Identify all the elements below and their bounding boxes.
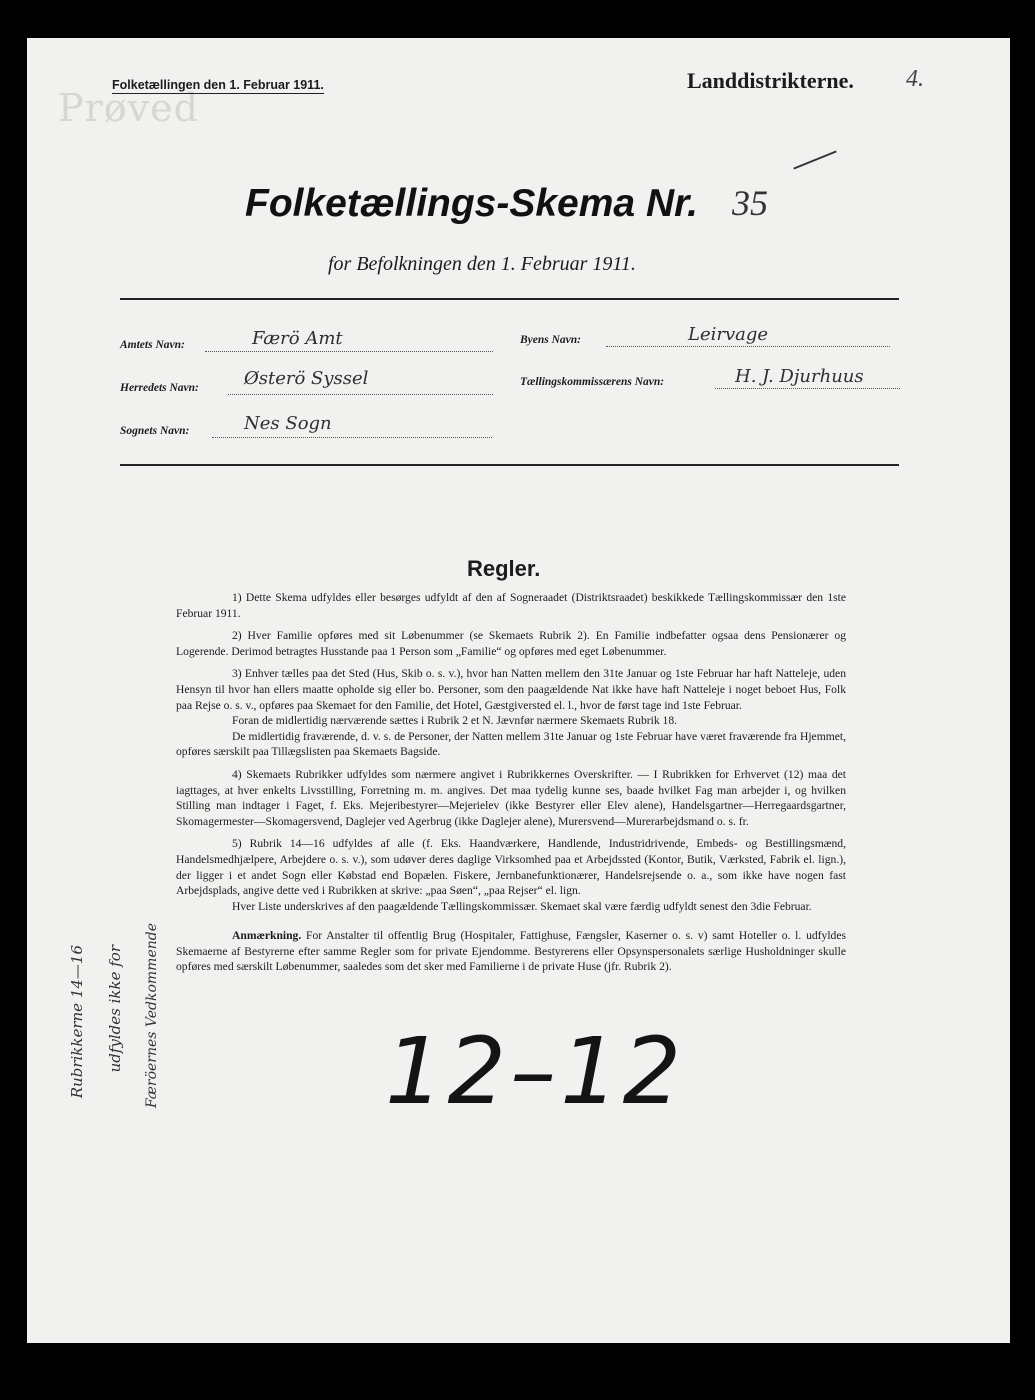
header-rule-top	[120, 298, 899, 300]
margin-note	[60, 923, 170, 1165]
rule-3: 3) Enhver tælles paa det Sted (Hus, Skib o. s. v.), hvor han Natten mellem den 31te Januar og 1ste Februar har haft Natteleje, uden Hensyn til hvor han ellers maatte opholde sig eller bo. Personer, som den paagældende Nat ikke have haft Natteleje i noget beboet Hus, Folk paa Rejse o. s. v., opføres paa Skemaet for den Familie, det Hotel, Gæstgiversted el. l., hvor de først tage ind 1ste Februar.	[176, 667, 846, 712]
rule-3-foran: Foran de midlertidig nærværende sættes i Rubrik 2 et N. Jævnfør nærmere Skemaets Rubrik 18.	[232, 714, 678, 728]
herred-value: Østerö Syssel	[244, 368, 369, 389]
remark-text: For Anstalter til offentlig Brug (Hospitaler, Fattighuse, Fængsler, Kaserner o. s. v) samt Hoteller o. l. udfyldes Skemaerne af Bestyrerne efter samme Regler som for private Ejendomme. Bestyrerens eller Opsynspersonalets særlige Husholdninger skulle opføres med særskilt Løbenummer, saaledes som det sker med Familierne i de private Huse (jfr. Rubrik 2).	[176, 929, 846, 974]
census-header: Folketællingen den 1. Februar 1911.	[112, 78, 324, 92]
margin-note-line-2: udfyldes ikke for	[106, 945, 124, 1073]
district-type: Landdistrikterne.	[687, 68, 854, 93]
rule-5: 5) Rubrik 14—16 udfyldes af alle (f. Eks. Haandværkere, Handlende, Industridrivende, Embeds- og Bestillingsmænd, Handelsmedhjælpere, Arbejdere o. s. v.), som udøver deres daglige Virksomhed paa et Arbejdssted (Kontor, Butik, Værksted, Fabrik el. lign.), der ligger i et andet Sogn eller Købstad end Bopælen. Fiskere, Jernbanefunktionærer, Handelsrejsende o. a., som ikke have nogen fast Arbejdsplads, angive dette ved i Rubrikken at skrive: „paa Søen“, „paa Rejser“ el. lign.	[176, 837, 846, 898]
sogn-value: Nes Sogn	[244, 413, 332, 434]
margin-note-line-1: Rubrikkerne 14—16	[68, 945, 86, 1099]
rules-heading: Regler.	[467, 556, 541, 581]
handwritten-tally: 12–12	[385, 1018, 686, 1125]
by-line	[606, 346, 890, 347]
rule-4: 4) Skemaets Rubrikker udfyldes som nærmere angivet i Rubrikkernes Overskrifter. — I Rubrikken for Erhvervet (12) maa det iagttages, at hver enkelts Livsstilling, Forretning m. m. angives. Det maa tydelig kunne ses, baade hvilket Fag man arbejder i, og hvilken Stilling man indtager i Faget, f. Eks. Mejeribestyrer—Mejerielev (ikke Bestyrer eller Elev alene), Handelsgartner—Herregaardsgartner, Skomagermester—Skomagersvend, Daglejer ved Agerbrug (ikke Daglejer alene), Murersvend—Murerarbejdsmand o. s. fr.	[176, 767, 846, 828]
sogn-label: Sognets Navn:	[120, 425, 190, 437]
herred-line	[228, 394, 493, 395]
kommissaer-label: Tællingskommissærens Navn:	[520, 376, 665, 388]
form-subtitle: for Befolkningen den 1. Februar 1911.	[328, 253, 636, 275]
by-label: Byens Navn:	[520, 334, 582, 346]
amt-label: Amtets Navn:	[120, 339, 185, 351]
remark-label: Anmærkning.	[232, 929, 302, 943]
rule-signature: Hver Liste underskrives af den paagældende Tællingskommissær. Skemaet skal være færdig udfyldt senest den 3die Februar.	[232, 899, 812, 913]
header-rule-bottom	[120, 464, 899, 466]
rule-1: 1) Dette Skema udfyldes eller besørges udfyldt af den af Sogneraadet (Distriktsraadet) beskikkede Tællingskommissær den 1ste Februar 1911.	[176, 591, 846, 620]
district-number: 4.	[906, 66, 924, 92]
amt-value: Færö Amt	[252, 328, 343, 349]
kommissaer-value: H. J. Djurhuus	[735, 366, 864, 387]
rules-text	[176, 590, 846, 982]
remark	[176, 928, 846, 975]
rule-2: 2) Hver Familie opføres med sit Løbenummer (se Skemaets Rubrik 2). En Familie indbefatter ogsaa dens Pensionærer og Logerende. Derimod betragtes Husstande paa 1 Person som „Familie“ og opføres med eget Løbenummer.	[176, 629, 846, 658]
rule-3-fravaerende: De midlertidig fraværende, d. v. s. de Personer, der Natten mellem 31te Januar og 1ste Februar have været fraværende fra Hjemmet, opføres særskilt paa Tillægslisten paa Skemaets Bagside.	[176, 729, 846, 759]
form-title: Folketællings-Skema Nr.	[245, 182, 698, 225]
herred-label: Herredets Navn:	[120, 382, 199, 394]
amt-line	[205, 351, 493, 352]
by-value: Leirvage	[688, 324, 769, 345]
sogn-line	[212, 437, 492, 438]
kommissaer-line	[715, 388, 900, 389]
ghost-stamp: Prøved	[58, 86, 199, 130]
form-number: 35	[732, 183, 768, 223]
margin-note-line-3: Færöernes Vedkommende	[144, 923, 160, 1109]
